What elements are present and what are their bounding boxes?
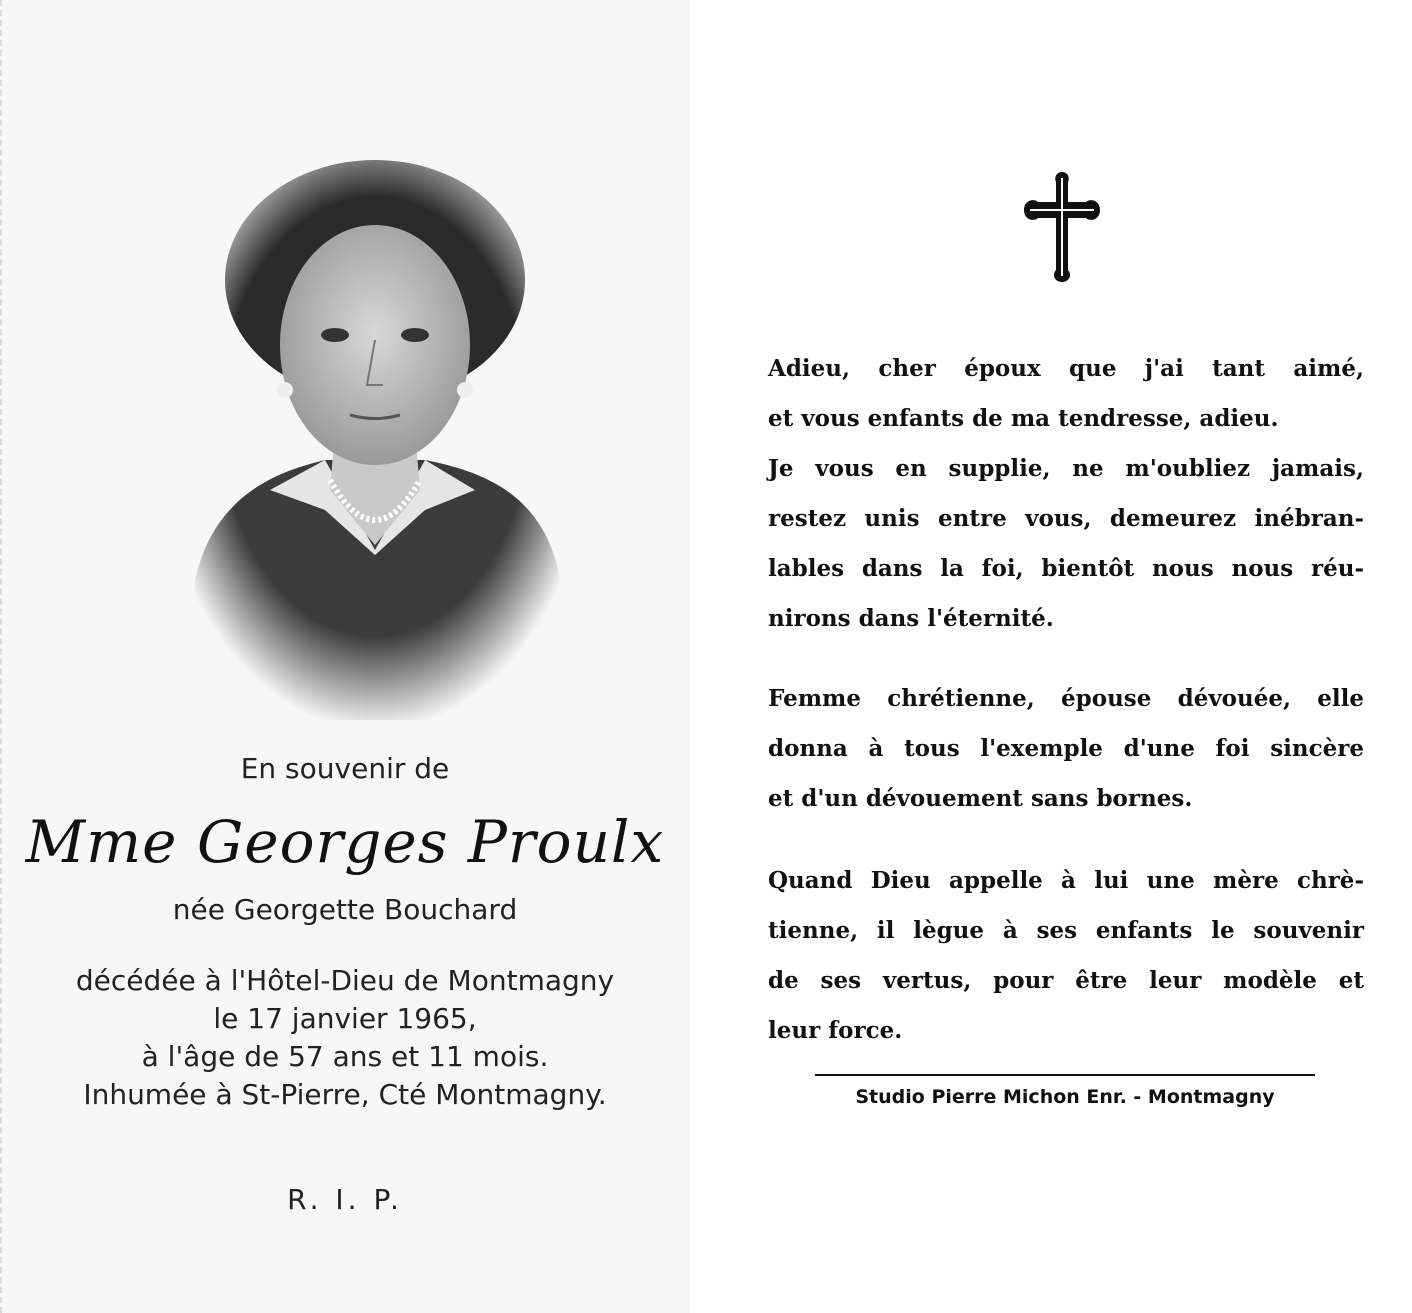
maiden-name: née Georgette Bouchard [172,893,518,926]
in-memory-of-label: En souvenir de [240,752,450,785]
paragraph-farewell [768,344,1364,444]
text-line: de ses vertus, pour être leur modèle et [768,967,1364,994]
rip-text: R. I. P. [287,1183,403,1216]
death-date: le 17 janvier 1965, [213,1002,477,1035]
deceased-name: Mme Georges Proulx [25,808,665,876]
text-line: et vous enfants de ma tendresse, adieu. [768,405,1279,432]
burial-place: Inhumée à St-Pierre, Cté Montmagny. [83,1078,607,1111]
death-details [0,962,690,1114]
divider-rule [815,1074,1315,1076]
text-line: Femme chrétienne, épouse dévouée, elle [768,685,1364,712]
text-line: restez unis entre vous, demeurez inébran- [768,505,1364,532]
text-line: tienne, il lègue à ses enfants le souvenir [768,917,1364,944]
text-line: nirons dans l'éternité. [768,605,1054,632]
text-line: donna à tous l'exemple d'une foi sincère [768,735,1364,762]
death-age: à l'âge de 57 ans et 11 mois. [141,1040,549,1073]
paragraph-tribute [768,674,1364,824]
death-place: décédée à l'Hôtel-Dieu de Montmagny [75,964,615,997]
text-line: Adieu, cher époux que j'ai tant aimé, [768,355,1364,382]
paragraph-plea [768,444,1364,644]
text-line: lables dans la foi, bientôt nous nous réu- [768,555,1364,582]
text-line: leur force. [768,1017,903,1044]
cross-icon [1022,170,1102,285]
paragraph-legacy [768,856,1364,1056]
text-line: Quand Dieu appelle à lui une mère chrè- [768,867,1364,894]
portrait-photo [175,160,575,730]
text-line: et d'un dévouement sans bornes. [768,785,1193,812]
studio-credit: Studio Pierre Michon Enr. - Montmagny [855,1086,1275,1108]
text-line: Je vous en supplie, ne m'oubliez jamais, [768,455,1364,482]
